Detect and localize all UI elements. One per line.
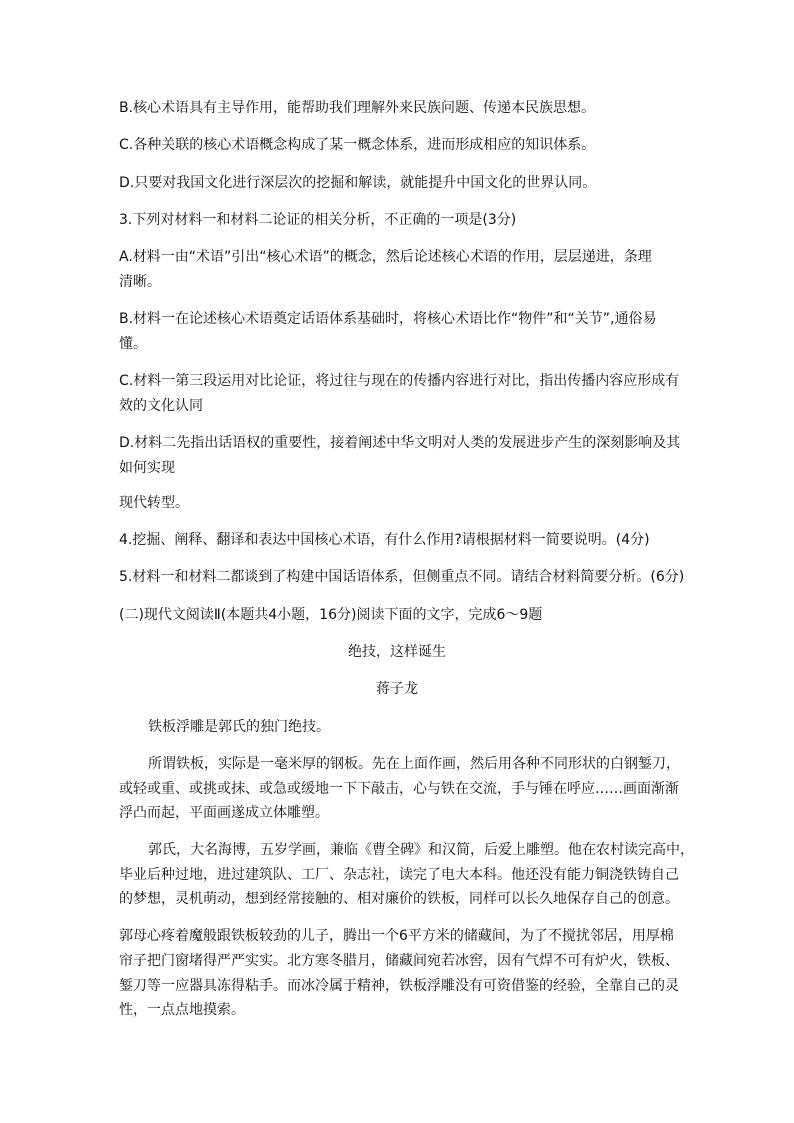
q3-option-a-line2: 清晰。 <box>119 274 161 290</box>
section-heading: (二)现代文阅读Ⅱ(本题共4小题，16分)阅读下面的文字，完成6～9题 <box>119 607 543 623</box>
paragraph-3-line3: 的梦想，灵机萌动，想到经常接触的、相对廉价的铁板，同样可以长久地保存自己的创意。 <box>119 891 679 907</box>
q3-option-d-line1: D.材料二先指出话语权的重要性，接着阐述中华文明对人类的发展进步产生的深刻影响及其 <box>119 435 681 451</box>
option-d-line: D.只要对我国文化进行深层次的挖掘和解读，就能提升中国文化的世界认同。 <box>119 175 597 191</box>
q3-option-c-line2: 效的文化认同 <box>119 398 203 414</box>
article-title: 绝技，这样诞生 <box>348 644 446 660</box>
q3-option-b-line1: B.材料一在论述核心术语奠定话语体系基础时，将核心术语比作“物件”和“关节”,通俗易 <box>119 311 657 327</box>
paragraph-4-line4: 性，一点点地摸索。 <box>119 1002 245 1018</box>
question-3: 3.下列对材料一和材料二论证的相关分析，不正确的一项是(3分) <box>119 212 517 228</box>
paragraph-2-line1: 所谓铁板，实际是一毫米厚的钢板。先在上面作画，然后用各种不同形状的白钢錾刀， <box>148 756 680 772</box>
paragraph-4-line2: 帘子把门窗堵得严严实实。北方寒冬腊月，储藏间宛若冰窖，因有气焊不可有炉火，铁板、 <box>119 953 679 969</box>
paragraph-1: 铁板浮雕是郭氏的独门绝技。 <box>148 719 330 735</box>
q3-option-d-line2: 如何实现 <box>119 460 175 476</box>
paragraph-3-line1: 郭氏，大名海博，五岁学画，兼临《曹全碑》和汉简，后爱上雕塑。他在农村读完高中， <box>148 842 694 858</box>
paragraph-3-line2: 毕业后种过地，进过建筑队、工厂、杂志社，读完了电大本科。他还没有能力铜浇铁铸自己 <box>119 867 679 883</box>
q3-option-b-line2: 懂。 <box>119 336 147 352</box>
question-5: 5.材料一和材料二都谈到了构建中国话语体系，但侧重点不同。请结合材料简要分析。(6分) <box>119 569 685 585</box>
option-b-line: B.核心术语具有主导作用，能帮助我们理解外来民族问题、传递本民族思想。 <box>119 100 596 116</box>
q3-option-c-line1: C.材料一第三段运用对比论证，将过往与现在的传播内容进行对比，指出传播内容应形成有 <box>119 373 680 389</box>
paragraph-4-line1: 郭母心疼着魔般跟铁板较劲的儿子，腾出一个6平方米的储藏间，为了不搅扰邻居，用厚棉 <box>119 928 674 944</box>
option-c-line: C.各种关联的核心术语概念构成了某一概念体系，进而形成相应的知识体系。 <box>119 137 596 153</box>
paragraph-2-line2: 或轻或重、或挑或抹、或急或缓地一下下敲击，心与铁在交流，手与锤在呼应……画面渐渐 <box>119 781 679 797</box>
article-author: 蒋子龙 <box>376 681 418 697</box>
q3-option-a-line1: A.材料一由“术语”引出“核心术语”的概念，然后论述核心术语的作用，层层递进，条理 <box>119 249 652 265</box>
question-4: 4.挖掘、阐释、翻译和表达中国核心术语，有什么作用?请根据材料一简要说明。(4分) <box>119 532 650 548</box>
paragraph-2-line3: 浮凸而起，平面画遂成立体雕塑。 <box>119 805 329 821</box>
paragraph-4-line3: 錾刀等一应器具冻得粘手。而冰冷属于精神，铁板浮雕没有可资借鉴的经验，全靠自己的灵 <box>119 978 679 994</box>
q3-option-d-line3: 现代转型。 <box>119 495 189 511</box>
